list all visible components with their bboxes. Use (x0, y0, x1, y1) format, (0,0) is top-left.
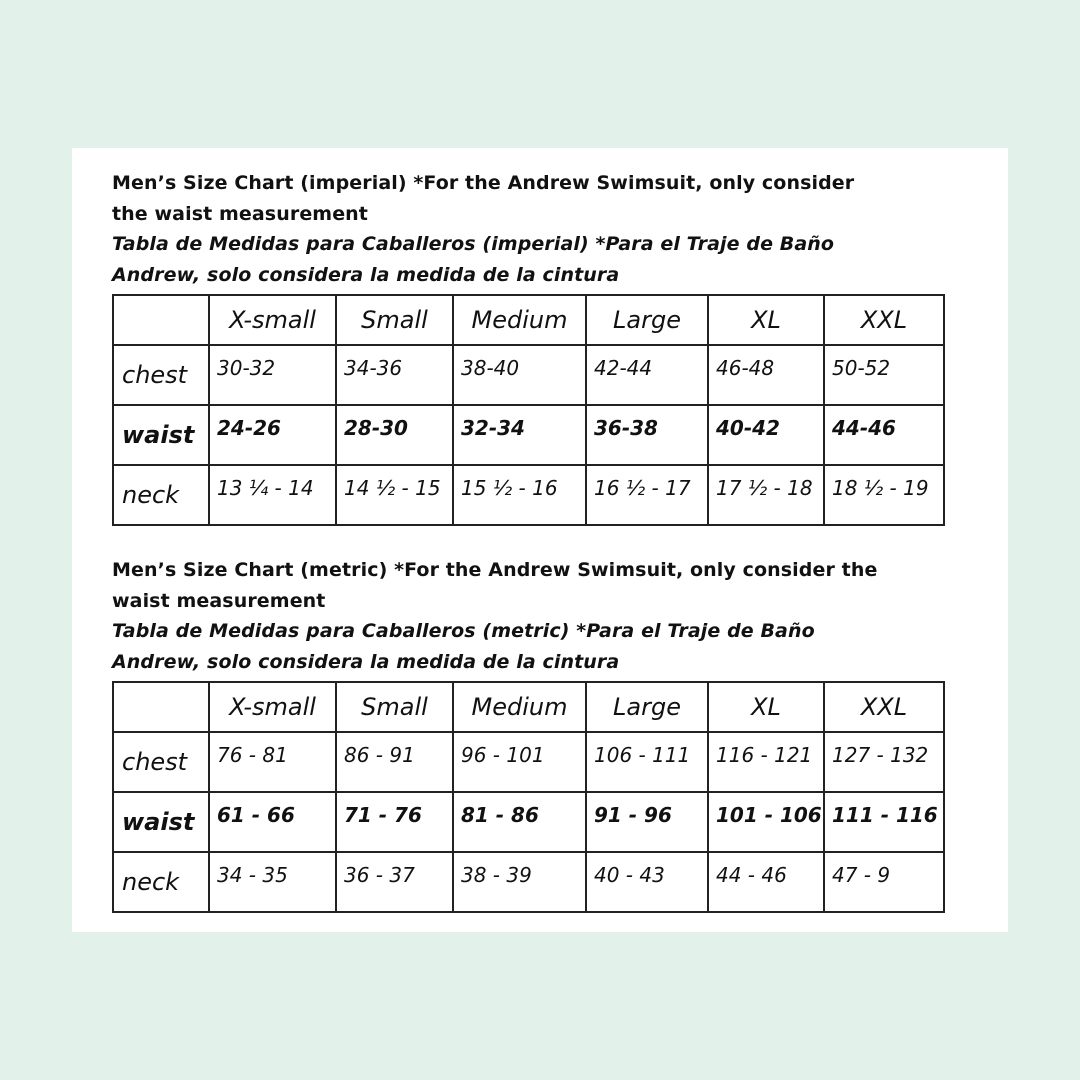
table-cell: 34 - 35 (209, 852, 336, 912)
table-cell: 14 ½ - 15 (336, 465, 453, 525)
table-cell: 24-26 (209, 405, 336, 465)
table-cell: 44-46 (824, 405, 944, 465)
table-cell: 42-44 (586, 345, 708, 405)
table-cell: 47 - 9 (824, 852, 944, 912)
imperial-heading-es-line1: Tabla de Medidas para Caballeros (imperial) *Para el Traje de Baño (112, 233, 835, 255)
table-cell: 30-32 (209, 345, 336, 405)
table-row-chest (113, 732, 944, 792)
header-cell-small: Small (336, 682, 453, 732)
table-row-neck (113, 465, 944, 525)
header-cell-medium: Medium (453, 295, 586, 345)
header-cell-xxl: XXL (824, 295, 944, 345)
row-label: waist (113, 405, 209, 465)
size-chart-card (72, 148, 1008, 932)
table-cell: 81 - 86 (453, 792, 586, 852)
row-label: chest (113, 345, 209, 405)
table-cell: 91 - 96 (586, 792, 708, 852)
table-cell: 61 - 66 (209, 792, 336, 852)
imperial-size-table (112, 294, 945, 526)
header-cell-large: Large (586, 295, 708, 345)
table-cell: 116 - 121 (708, 732, 824, 792)
row-label: waist (113, 792, 209, 852)
table-cell: 15 ½ - 16 (453, 465, 586, 525)
table-row-waist (113, 792, 944, 852)
table-cell: 16 ½ - 17 (586, 465, 708, 525)
table-cell: 50-52 (824, 345, 944, 405)
metric-heading-en-line1: Men’s Size Chart (metric) *For the Andrew Swimsuit, only consider the (112, 559, 878, 581)
table-row-chest (113, 345, 944, 405)
header-cell-small: Small (336, 295, 453, 345)
header-cell-large: Large (586, 682, 708, 732)
table-cell: 71 - 76 (336, 792, 453, 852)
table-cell: 101 - 106 (708, 792, 824, 852)
header-cell-xl: XL (708, 682, 824, 732)
table-header-row (113, 682, 944, 732)
table-cell: 96 - 101 (453, 732, 586, 792)
table-cell: 32-34 (453, 405, 586, 465)
table-cell: 38 - 39 (453, 852, 586, 912)
header-cell-xl: XL (708, 295, 824, 345)
metric-heading-es-line2: Andrew, solo considera la medida de la cintura (112, 650, 620, 673)
table-cell: 36 - 37 (336, 852, 453, 912)
metric-heading-es-line1: Tabla de Medidas para Caballeros (metric) *Para el Traje de Baño (112, 620, 815, 642)
table-cell: 86 - 91 (336, 732, 453, 792)
metric-size-table (112, 681, 945, 913)
header-cell-x-small: X-small (209, 682, 336, 732)
row-label: neck (113, 852, 209, 912)
header-cell-medium: Medium (453, 682, 586, 732)
table-row-neck (113, 852, 944, 912)
table-cell: 38-40 (453, 345, 586, 405)
table-cell: 34-36 (336, 345, 453, 405)
metric-heading-en-line2: waist measurement (112, 589, 326, 612)
table-row-waist (113, 405, 944, 465)
row-label: neck (113, 465, 209, 525)
table-cell: 44 - 46 (708, 852, 824, 912)
row-label: chest (113, 732, 209, 792)
imperial-heading-en-line2: the waist measurement (112, 202, 368, 225)
header-cell-empty (113, 295, 209, 345)
table-cell: 76 - 81 (209, 732, 336, 792)
table-cell: 40 - 43 (586, 852, 708, 912)
table-cell: 46-48 (708, 345, 824, 405)
imperial-section (112, 168, 982, 526)
table-header-row (113, 295, 944, 345)
table-cell: 18 ½ - 19 (824, 465, 944, 525)
imperial-heading-es-line2: Andrew, solo considera la medida de la cintura (112, 263, 620, 286)
metric-section (112, 555, 982, 913)
header-cell-x-small: X-small (209, 295, 336, 345)
imperial-heading-en-line1: Men’s Size Chart (imperial) *For the Andrew Swimsuit, only consider (112, 172, 855, 194)
table-cell: 28-30 (336, 405, 453, 465)
table-cell: 36-38 (586, 405, 708, 465)
table-cell: 111 - 116 (824, 792, 944, 852)
table-cell: 127 - 132 (824, 732, 944, 792)
table-cell: 17 ½ - 18 (708, 465, 824, 525)
header-cell-empty (113, 682, 209, 732)
table-cell: 13 ¼ - 14 (209, 465, 336, 525)
header-cell-xxl: XXL (824, 682, 944, 732)
table-cell: 106 - 111 (586, 732, 708, 792)
table-cell: 40-42 (708, 405, 824, 465)
